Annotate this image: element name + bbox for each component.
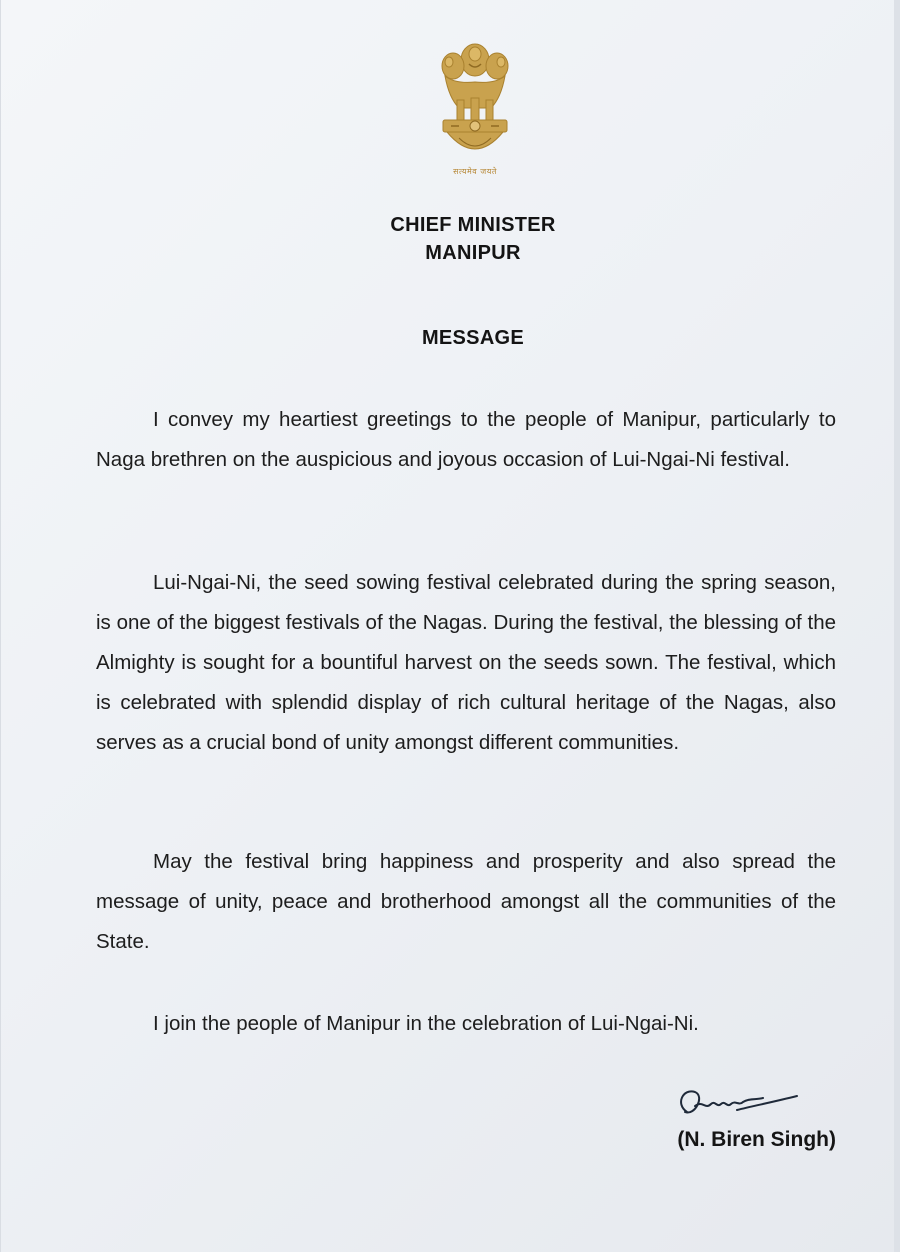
paragraph-text: Lui-Ngai-Ni, the seed sowing festival celebrated during the spring season, is one of the biggest festivals of the Nagas. During the festival, the blessing of the Almighty is sought for a bountiful harvest on the seeds sown. The festival, which is celebrated with splendid display of rich cultural heritage of the Nagas, also serves as a crucial bond of unity amongst different communities. (96, 571, 836, 754)
office-title: CHIEF MINISTER (390, 214, 556, 236)
paragraph-wishes (96, 842, 836, 962)
signature-icon (673, 1082, 803, 1124)
lion-capital-icon (429, 38, 521, 168)
paragraph-text: May the festival bring happiness and prosperity and also spread the message of unity, peace and brotherhood amongst all the communities of the State. (96, 850, 836, 953)
paragraph-text: I join the people of Manipur in the celebration of Lui-Ngai-Ni. (153, 1012, 699, 1035)
paragraph-greeting (96, 400, 836, 480)
state-emblem (429, 38, 521, 184)
handwritten-signature (673, 1082, 803, 1124)
message-heading: MESSAGE (421, 327, 525, 349)
office-state: MANIPUR (425, 242, 521, 264)
paragraph-text: I convey my heartiest greetings to the people of Manipur, particularly to Naga brethren on the auspicious and joyous occasion of Lui-Ngai-Ni festival. (96, 408, 836, 471)
paragraph-closing (96, 1004, 836, 1044)
signatory-name: (N. Biren Singh) (677, 1128, 836, 1151)
paragraph-festival-description (96, 563, 836, 763)
emblem-motto: सत्यमेव जयते (453, 167, 497, 176)
